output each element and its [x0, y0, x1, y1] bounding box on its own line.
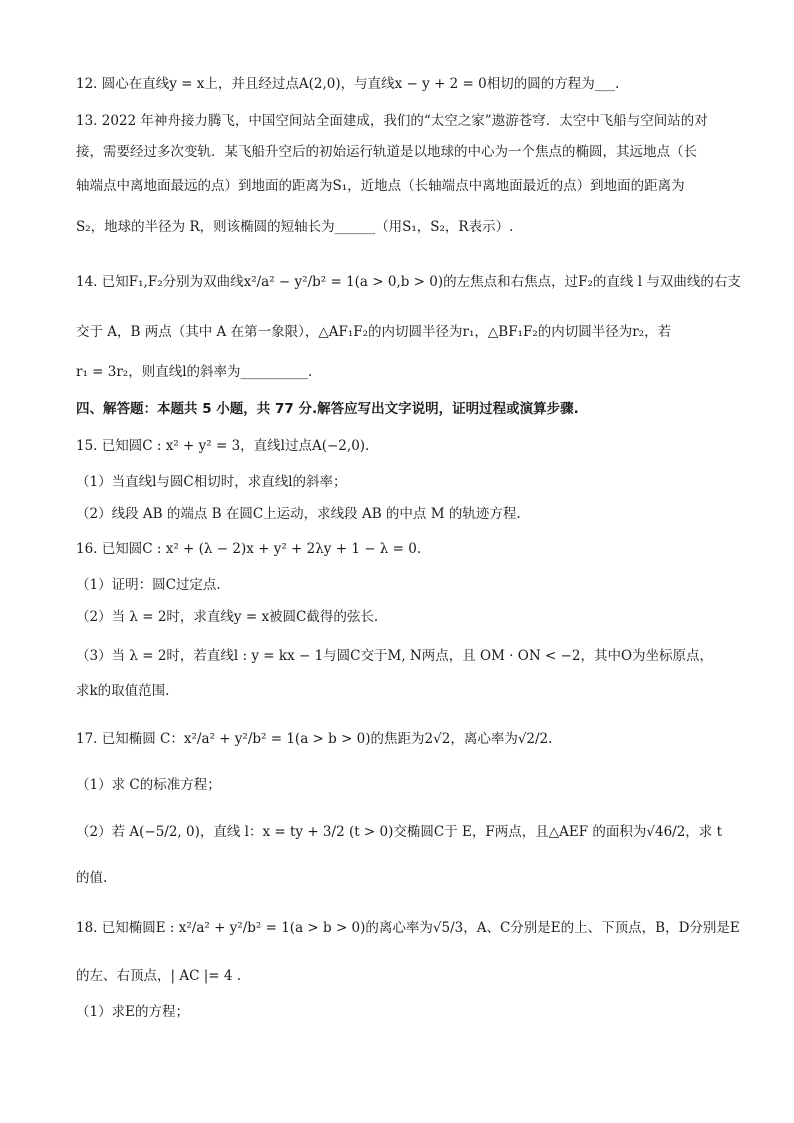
question-17-part-1: （1）求 C的标准方程；	[76, 777, 221, 793]
question-15-part-1: （1）当直线l与圆C相切时，求直线l的斜率；	[76, 474, 347, 490]
question-16-stem: 16. 已知圆C : x² + (λ − 2)x + y² + 2λy + 1 − λ = 0.	[76, 541, 422, 557]
question-15-stem: 15. 已知圆C : x² + y² = 3，直线l过点A(−2,0).	[76, 438, 370, 454]
question-13-line-2: 接，需要经过多次变轨．某飞船升空后的初始运行轨道是以地球的中心为一个焦点的椭圆，其远地点（长	[76, 144, 697, 160]
question-16-part-2: （2）当 λ = 2时，求直线y = x被圆C截得的弦长.	[76, 609, 379, 625]
question-15-part-2: （2）线段 AB 的端点 B 在圆C上运动，求线段 AB 的中点 M 的轨迹方程.	[76, 506, 521, 522]
question-16-part-3-cont: 求k的取值范围.	[76, 683, 170, 699]
question-13-line-4: S₂，地球的半径为 R，则该椭圆的短轴长为______（用S₁，S₂，R表示）.	[76, 219, 514, 235]
question-16-part-1: （1）证明：圆C过定点.	[76, 577, 221, 593]
question-14-line-3: r₁ = 3r₂，则直线l的斜率为__________.	[76, 364, 313, 380]
question-14-line-2: 交于 A，B 两点（其中 A 在第一象限），△AF₁F₂的内切圆半径为r₁，△BF₁F₂的内切圆半径为r₂，若	[76, 324, 672, 340]
question-12: 12. 圆心在直线y = x上，并且经过点A(2,0)，与直线x − y + 2 = 0相切的圆的方程为___.	[76, 76, 620, 92]
question-17-part-2-cont: 的值.	[76, 870, 108, 886]
question-14-line-1: 14. 已知F₁,F₂分别为双曲线x²/a² − y²/b² = 1(a > 0,b > 0)的左焦点和右焦点，过F₂的直线 l 与双曲线的右支	[76, 274, 741, 290]
section-4-heading: 四、解答题：本题共 5 小题，共 77 分.解答应写出文字说明，证明过程或演算步骤.	[76, 401, 579, 417]
question-17-part-2: （2）若 A(−5/2, 0)，直线 l：x = ty + 3/2 (t > 0)交椭圆C于 E，F两点，且△AEF 的面积为√46/2，求 t	[76, 824, 723, 840]
question-17-stem: 17. 已知椭圆 C：x²/a² + y²/b² = 1(a > b > 0)的焦距为2√2，离心率为√2/2.	[76, 731, 553, 747]
question-13-line-3: 轴端点中离地面最远的点）到地面的距离为S₁，近地点（长轴端点中离地面最近的点）到地面的距离为	[76, 178, 685, 194]
question-13-line-1: 13. 2022 年神舟接力腾飞，中国空间站全面建成，我们的“太空之家”遨游苍穹．太空中飞船与空间站的对	[76, 113, 708, 129]
question-18-part-1: （1）求E的方程；	[76, 1004, 189, 1020]
question-18-stem: 18. 已知椭圆E : x²/a² + y²/b² = 1(a > b > 0)的离心率为√5/3，A、C分别是E的上、下顶点，B，D分别是E	[76, 920, 740, 936]
question-18-stem-cont: 的左、右顶点，| AC |= 4 .	[76, 968, 242, 984]
question-16-part-3: （3）当 λ = 2时，若直线l : y = kx − 1与圆C交于M, N两点，且 OM · ON < −2，其中O为坐标原点，	[76, 648, 714, 664]
